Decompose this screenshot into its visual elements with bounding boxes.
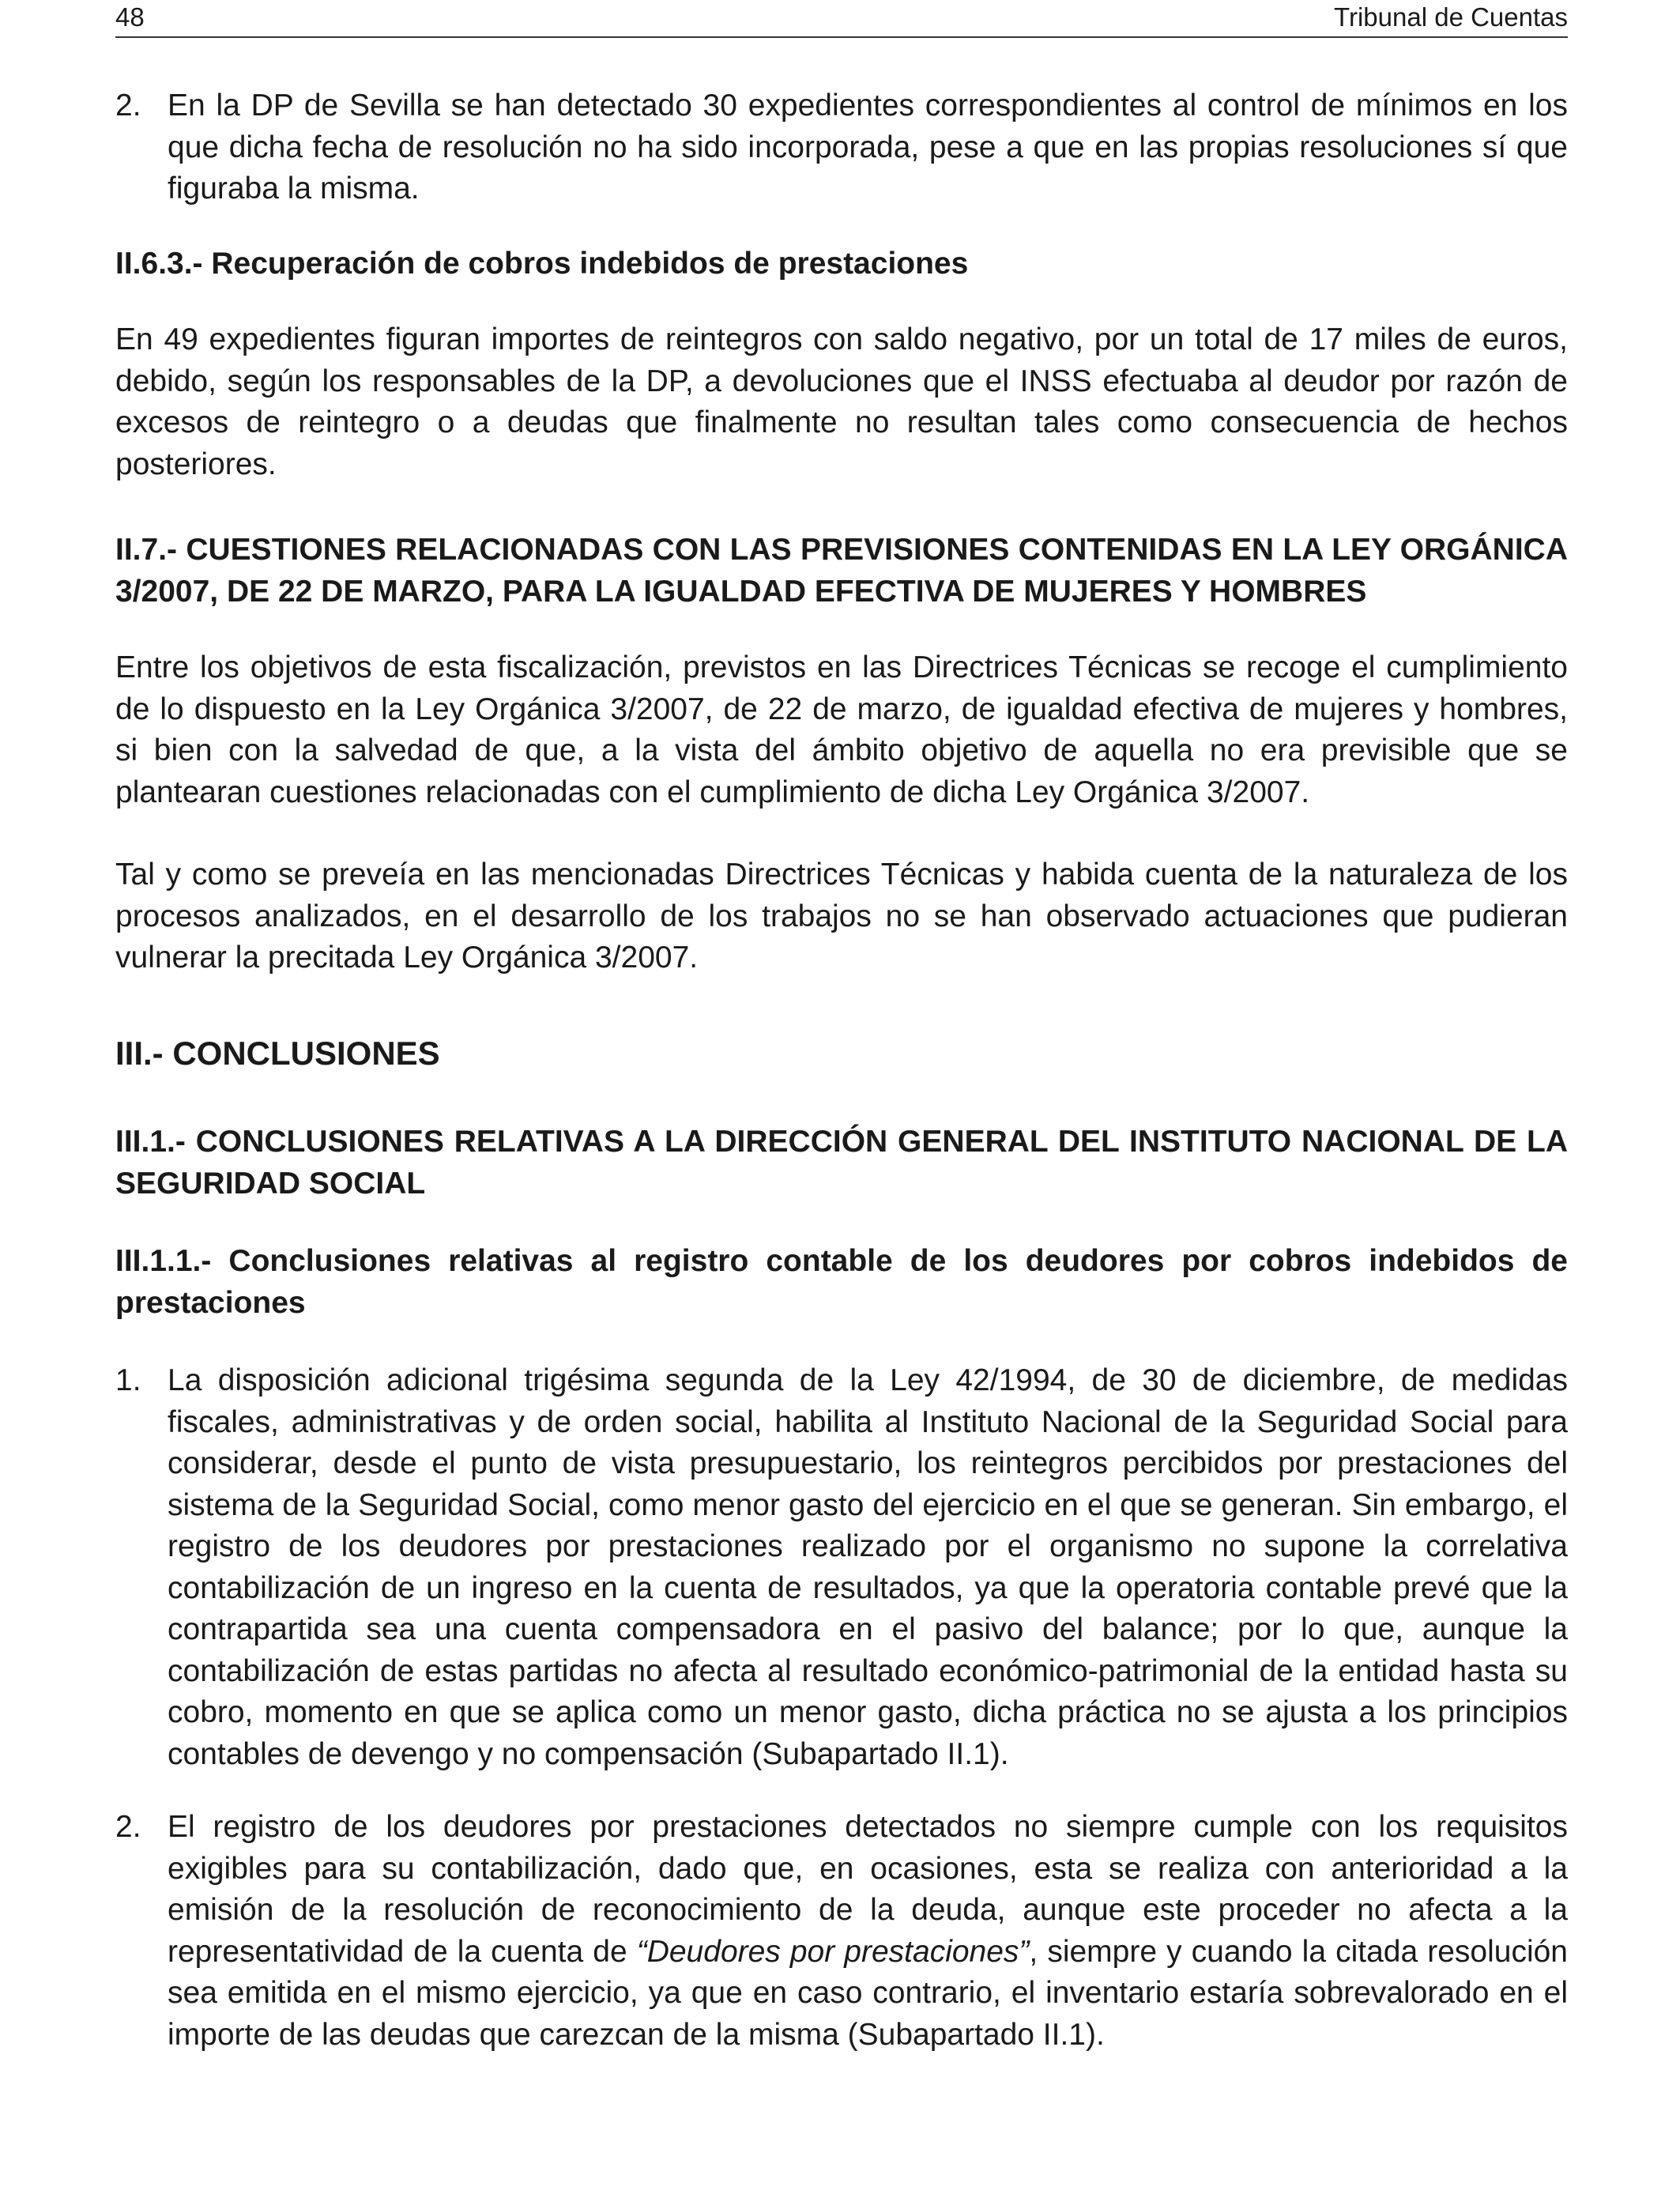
paragraph: Entre los objetivos de esta fiscalización, previstos en las Directrices Técnicas se recoge el cumplimiento de lo dispuesto en la Ley Orgánica 3/2007, de 22 de marzo, de igualdad efectiva de mujeres y hombres, si bien con la salvedad de que, a la vista del ámbito objetivo de aquella no era previsible que se plantearan cuestiones relacionadas con el cumplimiento de dicha Ley Orgánica 3/2007. xyxy=(115,650,1568,809)
paragraph: En 49 expedientes figuran importes de reintegros con saldo negativo, por un total de 17 miles de euros, debido, según los responsables de la DP, a devoluciones que el INSS efectuaba al deudor por razón de excesos de reintegro o a deudas que finalmente no resultan tales como consecuencia de hechos posteriores. xyxy=(115,322,1568,481)
list-item xyxy=(115,1360,1568,1775)
section-heading-iii-1-1: III.1.1.- Conclusiones relativas al registro contable de los deudores por cobros indebidos de prestaciones xyxy=(115,1244,1568,1320)
list-item-text xyxy=(168,1807,1568,2056)
header-title: Tribunal de Cuentas xyxy=(1334,2,1568,32)
page-number: 48 xyxy=(115,2,145,32)
section-heading-iii-1: III.1.- CONCLUSIONES RELATIVAS A LA DIRECCIÓN GENERAL DEL INSTITUTO NACIONAL DE LA SEGURIDAD SOCIAL xyxy=(115,1125,1568,1201)
document-page xyxy=(115,0,1568,2194)
list-item xyxy=(115,1807,1568,2056)
section-heading-ii-7: II.7.- CUESTIONES RELACIONADAS CON LAS PREVISIONES CONTENIDAS EN LA LEY ORGÁNICA 3/2007, DE 22 DE MARZO, PARA LA IGUALDAD EFECTIVA DE MUJERES Y HOMBRES xyxy=(115,533,1568,609)
list-item xyxy=(115,85,1568,210)
list-item-number: 1. xyxy=(115,1363,141,1397)
page-content xyxy=(115,85,1568,2056)
list-item-text-start: El registro de los deudores por prestaciones detectados no siempre cumple con los requisitos exigibles para su contabilización, dado que, en ocasiones, esta se realiza con anterioridad a la emisión de la resolución de reconocimiento de la deuda, aunque este proceder no afecta a la representatividad de la cuenta de xyxy=(168,1810,1568,1969)
list-item-text-end: , siempre y cuando la citada resolución sea emitida en el mismo ejercicio, ya que en caso contrario, el inventario estaría sobrevalorado en el importe de las deudas que carezcan de la misma (Subapartado II.1). xyxy=(168,1934,1568,2052)
list-item-number: 2. xyxy=(115,1810,141,1844)
paragraph: Tal y como se preveía en las mencionadas Directrices Técnicas y habida cuenta de la naturaleza de los procesos analizados, en el desarrollo de los trabajos no se han observado actuaciones que pudieran vulnerar la precitada Ley Orgánica 3/2007. xyxy=(115,858,1568,974)
section-heading-iii: III.- CONCLUSIONES xyxy=(115,1034,440,1072)
list-item-text: En la DP de Sevilla se han detectado 30 expedientes correspondientes al control de mínimos en los que dicha fecha de resolución no ha sido incorporada, pese a que en las propias resoluciones sí que figuraba la misma. xyxy=(168,89,1568,205)
list-item-text: La disposición adicional trigésima segunda de la Ley 42/1994, de 30 de diciembre, de medidas fiscales, administrativas y de orden social, habilita al Instituto Nacional de la Seguridad Social para considerar, desde el punto de vista presupuestario, los reintegros percibidos por prestaciones del sistema de la Seguridad Social, como menor gasto del ejercicio en el que se generan. Sin embargo, el registro de los deudores por prestaciones realizado por el organismo no supone la correlativa contabilización de un ingreso en la cuenta de resultados, ya que la operatoria contable prevé que la contrapartida sea una cuenta compensadora en el pasivo del balance; por lo que, aunque la contabilización de estas partidas no afecta al resultado económico-patrimonial de la entidad hasta su cobro, momento en que se aplica como un menor gasto, dicha práctica no se ajusta a los principios contables de devengo y no compensación (Subapartado II.1). xyxy=(168,1363,1568,1771)
account-name-italic: “Deudores por prestaciones” xyxy=(636,1934,1030,1969)
running-header xyxy=(115,0,1568,38)
section-heading-ii-6-3: II.6.3.- Recuperación de cobros indebidos de prestaciones xyxy=(115,246,969,281)
list-item-number: 2. xyxy=(115,89,141,123)
